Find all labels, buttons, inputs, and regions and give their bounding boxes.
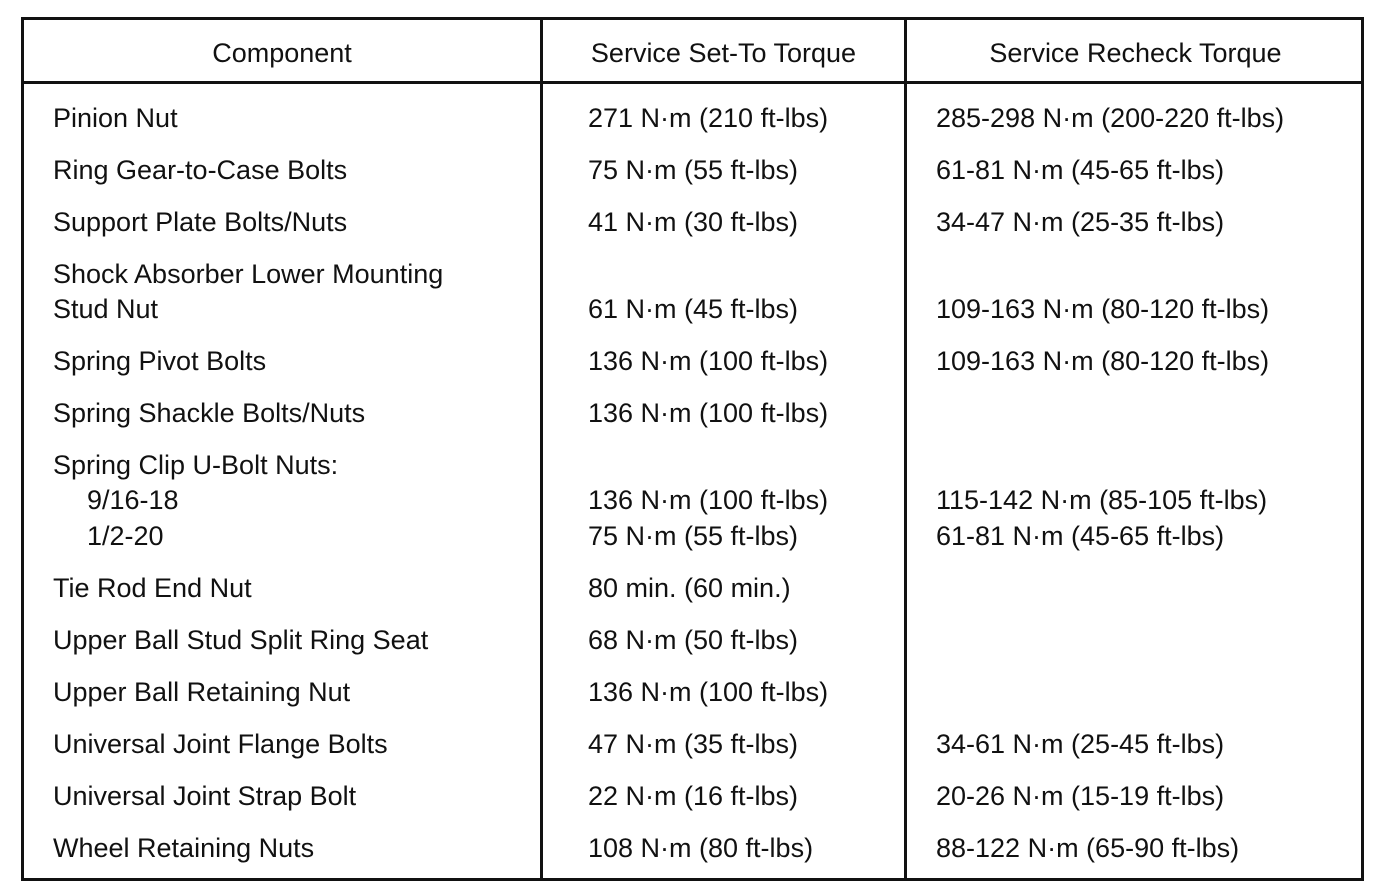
component-cell: Spring Clip U-Bolt Nuts:	[53, 450, 339, 480]
set-to-torque-cell: 75 N·m (55 ft-lbs)	[588, 155, 799, 185]
recheck-torque-cell: 34-47 N·m (25-35 ft-lbs)	[936, 207, 1225, 237]
component-cell: Wheel Retaining Nuts	[53, 833, 315, 863]
set-to-torque-cell: 136 N·m (100 ft-lbs)	[588, 485, 829, 515]
recheck-torque-cell: 61-81 N·m (45-65 ft-lbs)	[936, 155, 1225, 185]
set-to-torque-cell: 68 N·m (50 ft-lbs)	[588, 625, 799, 655]
recheck-torque-cell: 34-61 N·m (25-45 ft-lbs)	[936, 729, 1225, 759]
component-cell: Shock Absorber Lower Mounting	[53, 259, 444, 289]
set-to-torque-cell: 136 N·m (100 ft-lbs)	[588, 346, 829, 376]
sub-component-cell: 9/16-18	[87, 485, 179, 515]
set-to-torque-cell: 22 N·m (16 ft-lbs)	[588, 781, 799, 811]
set-to-torque-cell: 136 N·m (100 ft-lbs)	[588, 677, 829, 707]
component-cell: Tie Rod End Nut	[53, 573, 252, 603]
set-to-torque-cell: 47 N·m (35 ft-lbs)	[588, 729, 799, 759]
component-cell: Spring Shackle Bolts/Nuts	[53, 398, 366, 428]
recheck-torque-cell: 109-163 N·m (80-120 ft-lbs)	[936, 346, 1270, 376]
header-set-to-torque: Service Set-To Torque	[590, 38, 857, 68]
component-cell: Spring Pivot Bolts	[53, 346, 267, 376]
recheck-torque-cell: 88-122 N·m (65-90 ft-lbs)	[936, 833, 1240, 863]
recheck-torque-cell: 115-142 N·m (85-105 ft-lbs)	[936, 485, 1268, 515]
component-cell: Upper Ball Retaining Nut	[53, 677, 351, 707]
component-cell: Support Plate Bolts/Nuts	[53, 207, 348, 237]
column-divider	[540, 20, 543, 878]
header-recheck-torque: Service Recheck Torque	[989, 38, 1282, 68]
set-to-torque-cell: 61 N·m (45 ft-lbs)	[588, 294, 799, 324]
set-to-torque-cell: 75 N·m (55 ft-lbs)	[588, 521, 799, 551]
component-cell: Universal Joint Strap Bolt	[53, 781, 357, 811]
set-to-torque-cell: 136 N·m (100 ft-lbs)	[588, 398, 829, 428]
set-to-torque-cell: 108 N·m (80 ft-lbs)	[588, 833, 814, 863]
set-to-torque-cell: 80 min. (60 min.)	[588, 573, 791, 603]
recheck-torque-cell: 285-298 N·m (200-220 ft-lbs)	[936, 103, 1285, 133]
torque-table	[21, 17, 1364, 881]
component-cell: Upper Ball Stud Split Ring Seat	[53, 625, 429, 655]
recheck-torque-cell: 61-81 N·m (45-65 ft-lbs)	[936, 521, 1225, 551]
component-cell-continued: Stud Nut	[53, 294, 159, 324]
recheck-torque-cell: 109-163 N·m (80-120 ft-lbs)	[936, 294, 1270, 324]
component-cell: Universal Joint Flange Bolts	[53, 729, 388, 759]
set-to-torque-cell: 41 N·m (30 ft-lbs)	[588, 207, 799, 237]
header-component: Component	[212, 38, 352, 68]
recheck-torque-cell: 20-26 N·m (15-19 ft-lbs)	[936, 781, 1225, 811]
component-cell: Pinion Nut	[53, 103, 178, 133]
sub-component-cell: 1/2-20	[87, 521, 164, 551]
component-cell: Ring Gear-to-Case Bolts	[53, 155, 348, 185]
set-to-torque-cell: 271 N·m (210 ft-lbs)	[588, 103, 829, 133]
header-divider	[24, 81, 1361, 84]
column-divider	[904, 20, 907, 878]
